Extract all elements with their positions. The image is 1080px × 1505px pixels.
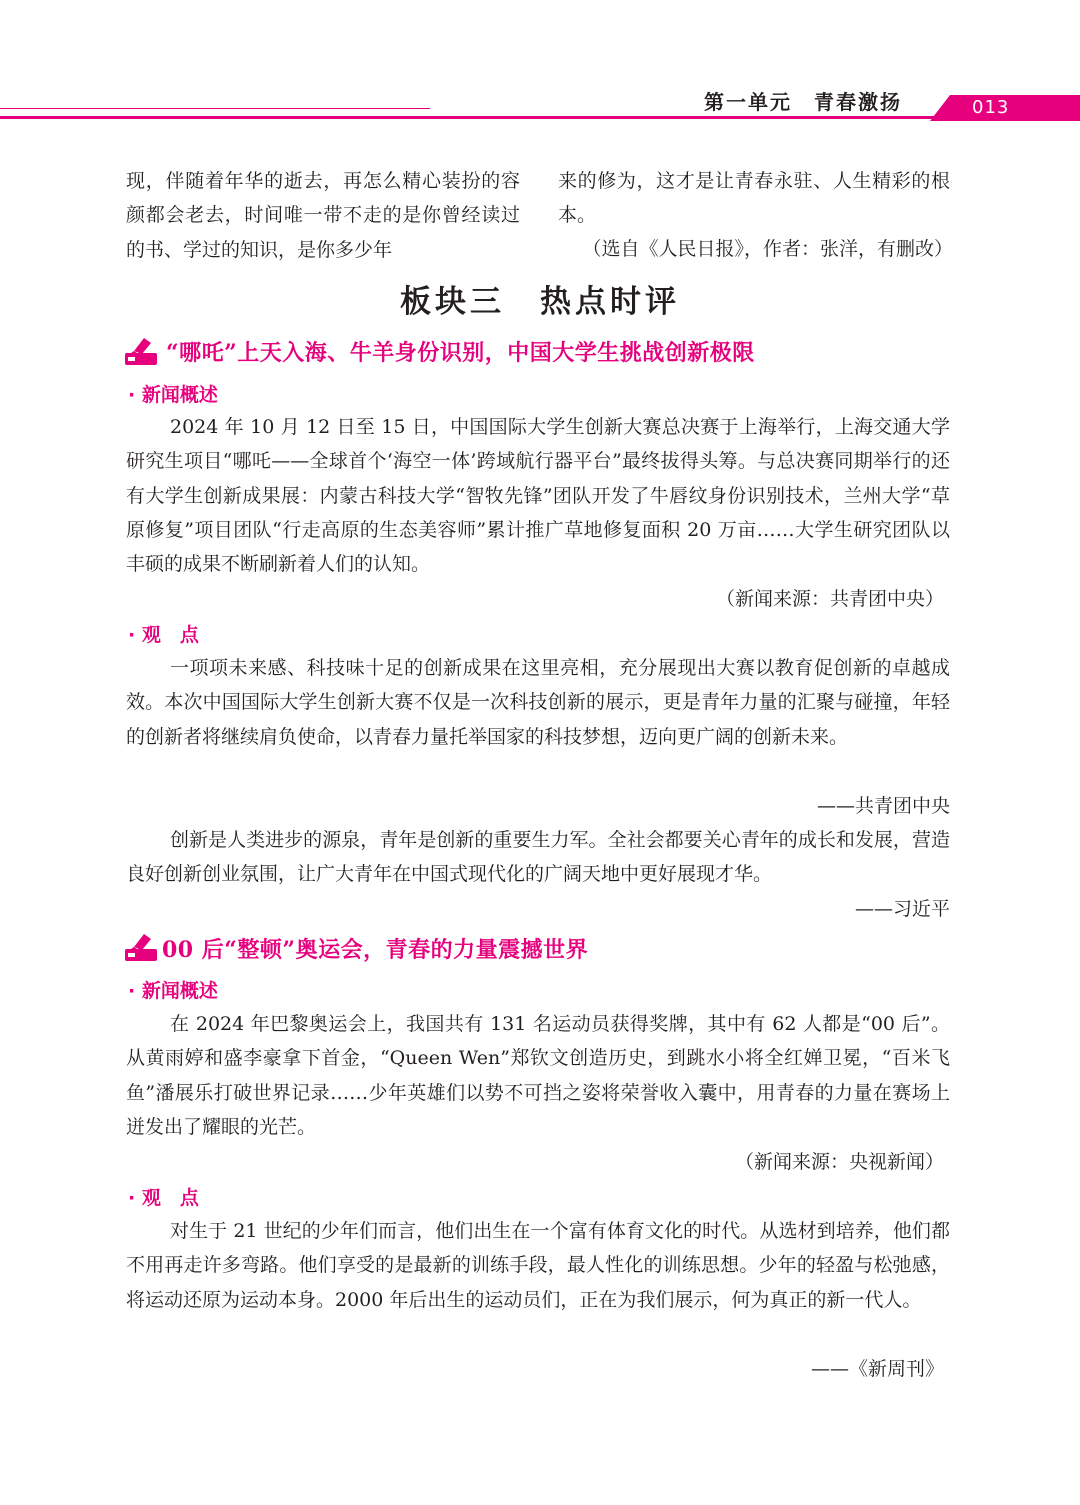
section-heading: 板块三 热点时评 [400, 284, 680, 320]
article1-news-text: 2024 年 10 月 12 日至 15 日，中国国际大学生创新大赛总决赛于上海举行，上海交通大学研究生项目“哪吒——全球首个‘海空一体’跨域航行器平台”最终拔得头筹。与总决赛同期举行的还有大学生创新成果展：内蒙古科技大学“智牧先锋”团队开发了牛唇纹身份识别技术，兰州大学“草原修复”项目团队“行走高原的生态美容师”累计推广草地修复面积 20 万亩……大学生研究团队以丰硕的成果不断刷新着人们的认知。 [126, 416, 950, 576]
page-number: 013 [972, 97, 1010, 118]
continued-source: （选自《人民日报》，作者：张洋，有删改） [582, 238, 953, 260]
article2-news-text: 在 2024 年巴黎奥运会上，我国共有 131 名运动员获得奖牌，其中有 62 人都是“00 后”。从黄雨婷和盛李豪拿下首金，“Queen Wen”郑钦文创造历史，到跳水小将全红婵卫冕，“百米飞鱼”潘展乐打破世界记录……少年英雄们以势不可挡之姿将荣誉收入囊中，用青春的力量在赛场上迸发出了耀眼的光芒。 [126, 1013, 950, 1138]
continued-text-right: 来的修为，这才是让青春永驻、人生精彩的根本。 [558, 170, 950, 227]
article1-view-label: · 观 点 [128, 624, 199, 646]
article1-view2: 创新是人类进步的源泉，青年是创新的重要生力军。全社会都要关心青年的成长和发展，营造良好创新创业氛围，让广大青年在中国式现代化的广阔天地中更好展现才华。 [126, 829, 950, 886]
article1-news-label: · 新闻概述 [128, 384, 218, 406]
continued-text-left: 现，伴随着年华的逝去，再怎么精心装扮的容颜都会老去，时间唯一带不走的是你曾经读过的书、学过的知识，是你多少年 [126, 170, 520, 261]
article1-view2-source: ——习近平 [854, 898, 950, 920]
article2-news-label: · 新闻概述 [128, 980, 218, 1002]
article2-title: 00 后“整顿”奥运会，青春的力量震撼世界 [162, 937, 589, 963]
news-pen-icon [124, 932, 158, 962]
article2-news-source: （新闻来源：央视新闻） [734, 1151, 944, 1173]
article2-view1-source: ——《新周刊》 [810, 1358, 944, 1380]
header-rule [0, 116, 940, 119]
header-thin-rule [0, 108, 430, 109]
article1-view1-source: ——共青团中央 [816, 795, 950, 817]
article2-view1: 对生于 21 世纪的少年们而言，他们出生在一个富有体育文化的时代。从选材到培养，他们都不用再走许多弯路。他们享受的是最新的训练手段，最人性化的训练思想。少年的轻盈与松弛感，将运动还原为运动本身。2000 年后出生的运动员们，正在为我们展示，何为真正的新一代人。 [126, 1220, 950, 1311]
article1-view1: 一项项未来感、科技味十足的创新成果在这里亮相，充分展现出大赛以教育促创新的卓越成效。本次中国国际大学生创新大赛不仅是一次科技创新的展示，更是青年力量的汇聚与碰撞，年轻的创新者将继续肩负使命，以青春力量托举国家的科技梦想，迈向更广阔的创新未来。 [126, 657, 950, 748]
article2-view-label: · 观 点 [128, 1187, 199, 1209]
article1-news-source: （新闻来源：共青团中央） [715, 588, 944, 610]
unit-title: 第一单元 青春激扬 [704, 90, 902, 114]
news-pen-icon [124, 336, 158, 366]
article1-title: “哪吒”上天入海、牛羊身份识别，中国大学生挑战创新极限 [166, 340, 755, 366]
